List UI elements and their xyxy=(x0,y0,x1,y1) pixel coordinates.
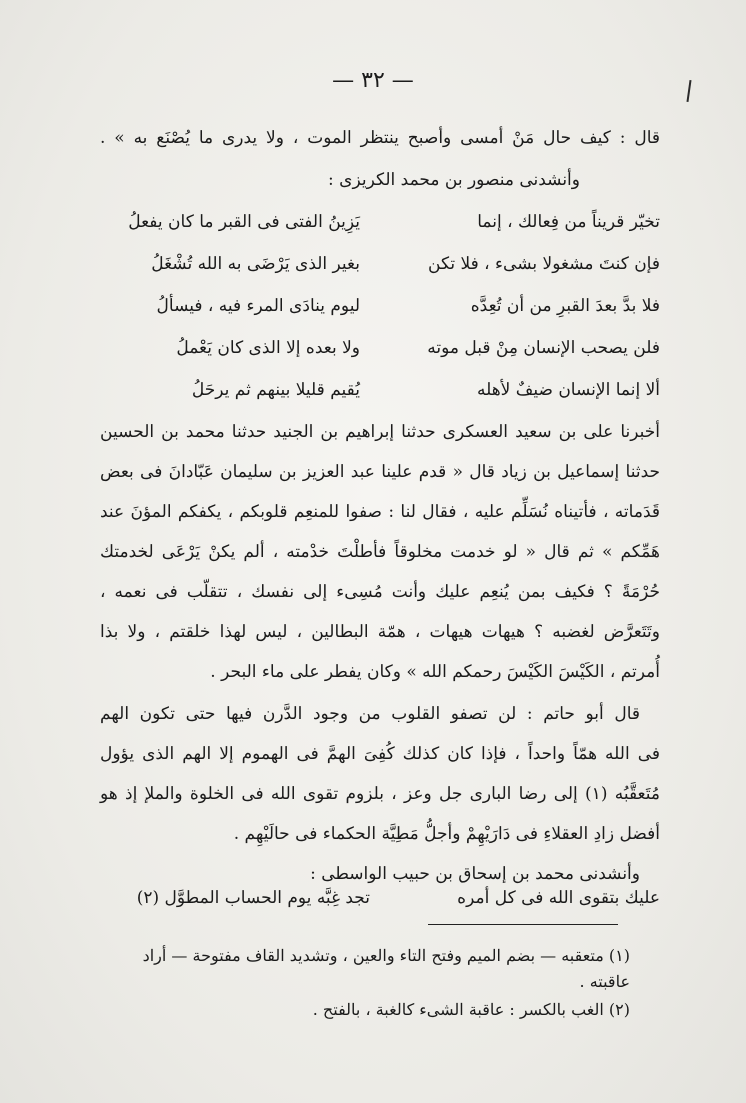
text-line: حدثنا إسماعيل بن زياد قال « قدم علينا عبد العزيز بن سليمان عَبّادانَ فى بعض xyxy=(100,462,660,482)
verse-hemistich: عليك بتقوى الله فى كل أمره xyxy=(457,888,660,908)
page-number: — ٣٢ — xyxy=(332,68,414,93)
verse-line xyxy=(100,254,660,278)
text-line: هَمِّكم » ثم قال « لو خدمت مخلوقاً فأطلْتَ خدْمته ، ألم يكنْ يَرْعَى لخدمتك xyxy=(100,542,660,562)
verse-line xyxy=(100,380,660,404)
text-line: أخبرنا على بن سعيد العسكرى حدثنا إبراهيم بن الجنيد حدثنا محمد بن الحسين xyxy=(100,422,660,442)
text-line: وأنشدنى منصور بن محمد الكريزى : xyxy=(328,170,580,190)
text-line: مُتَعقَّبُه (١) إلى رضا البارى جل وعز ، بلزوم تقوى الله فى الخلوة والملإ إذ هو xyxy=(100,784,660,804)
verse-line xyxy=(100,338,660,362)
footnote-line: (٢) الغب بالكسر : عاقبة الشىء كالغبة ، بالفتح . xyxy=(312,1000,630,1019)
verse-line xyxy=(100,296,660,320)
verse-hemistich: ليوم ينادَى المرء فيه ، فيسألُ xyxy=(156,296,360,316)
verse-hemistich: فإن كنتَ مشغولا بشىء ، فلا تكن xyxy=(428,254,660,274)
text-line: فى الله همّاً واحداً ، فإذا كان كذلك كُفِىَ الهمَّ فى الهموم إلا الهم الذى يؤول xyxy=(100,744,660,764)
verse-hemistich: يَزِينُ الفتى فى القبر ما كان يفعلُ xyxy=(128,212,360,232)
verse-line xyxy=(100,888,660,912)
footnote-line: عاقبته . xyxy=(579,972,630,991)
verse-hemistich: ولا بعده إلا الذى كان يَعْملُ xyxy=(176,338,360,358)
verse-hemistich: ألا إنما الإنسان ضيفٌ لأهله xyxy=(476,380,660,400)
footnote-line: (١) متعقبه — بضم الميم وفتح التاء والعين ، وتشديد القاف مفتوحة — أراد xyxy=(142,946,630,965)
text-line: أُمرتم ، الكَيْسَ الكَيْسَ رحمكم الله » وكان يفطر على ماء البحر . xyxy=(210,662,660,682)
text-line: أفضل زادِ العقلاءِ فى دَارَيْهِمْ وأجلُّ مَطِيَّة الحكماء فى حالَيْهِم . xyxy=(233,824,660,844)
text-line: وتَتَعرَّض لغضبه ؟ هيهات هيهات ، همّة البطالين ، ليس لهذا خلقتم ، ولا بذا xyxy=(100,622,660,642)
text-line: قال أبو حاتم : لن تصفو القلوب من وجود الدَّرن فيها حتى تكون الهم xyxy=(100,704,640,724)
verse-hemistich: فلا بدَّ بعدَ القبرِ من أن تُعِدَّه xyxy=(470,296,660,316)
verse-hemistich: تجد غِبَّه يوم الحساب المطوَّل (٢) xyxy=(136,888,370,908)
verse-hemistich: يُقيم قليلا بينهم ثم يرحَلُ xyxy=(191,380,360,400)
text-line: وأنشدنى محمد بن إسحاق بن حبيب الواسطى : xyxy=(310,864,640,884)
footnote-separator xyxy=(428,924,618,925)
verse-hemistich: تخيّر قريناً من فِعالك ، إنما xyxy=(477,212,660,232)
verse-hemistich: بغير الذى يَرْضَى به الله تُشْغَلُ xyxy=(151,254,360,274)
text-line: حُرْمَةً ؟ فكيف بمن يُنعِم عليك وأنت مُسِىء إلى نفسك ، تتقلّب فى نعمه ، xyxy=(100,582,660,602)
text-line: قَدَماته ، فأتيناه نُسَلِّم عليه ، فقال لنا : صفوا للمنعِم قلوبكم ، يكفكم المؤنَ عند xyxy=(100,502,660,522)
text-line: قال : كيف حال مَنْ أمسى وأصبح ينتظر الموت ، ولا يدرى ما يُصْنَع به » . xyxy=(100,128,660,148)
verse-hemistich: فلن يصحب الإنسان مِنْ قبل موته xyxy=(427,338,660,358)
verse-line xyxy=(100,212,660,236)
